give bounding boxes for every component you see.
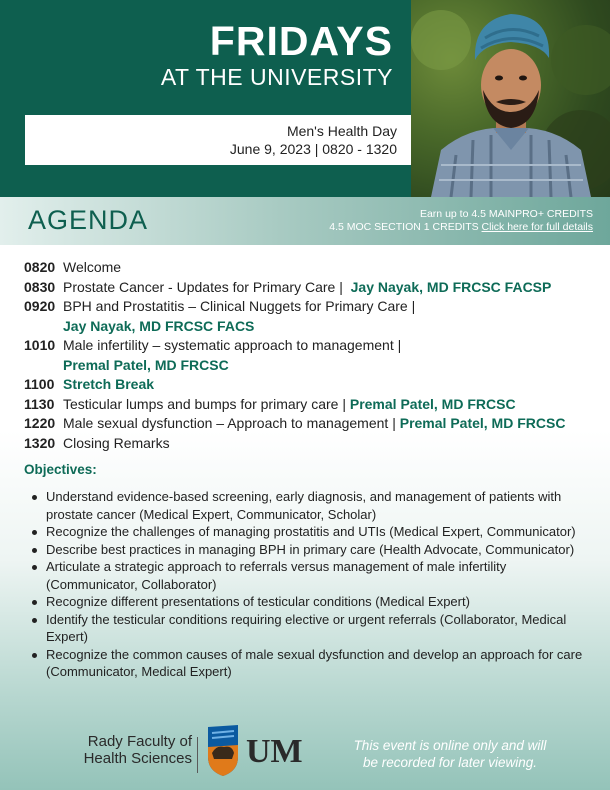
objective-item: Understand evidence-based screening, early diagnosis, and management of patients with prostate cancer (Medical Expert, Communicator, Scholar) [30,488,590,523]
agenda-row [24,336,604,356]
objective-item: Identify the testicular conditions requiring elective or urgent referrals (Collaborator, Medical Expert) [30,611,590,646]
credits-line-1: Earn up to 4.5 MAINPRO+ CREDITS [419,208,593,220]
faculty-name [78,733,192,767]
page-subtitle: AT THE UNIVERSITY [160,64,393,90]
header-banner [0,0,411,197]
agenda-heading: AGENDA [28,205,149,235]
event-name: Men's Health Day [286,123,397,139]
agenda-text: Prostate Cancer - Updates for Primary Care | Jay Nayak, MD FRCSC FACSP [63,278,552,295]
agenda-time: 1010 [24,337,56,353]
page-title: FRIDAYS [209,18,393,64]
speaker-photo [411,0,610,197]
event-date: June 9, 2023 | 0820 - 1320 [229,141,397,157]
university-crest-icon [206,723,240,782]
objective-item: Recognize different presentations of testicular conditions (Medical Expert) [30,593,590,611]
agenda-row [24,414,604,434]
faculty-line-2: Health Sciences [83,750,192,767]
note-line-1: This event is online only and will [353,738,547,753]
agenda-text: Testicular lumps and bumps for primary care | Premal Patel, MD FRCSC [63,395,516,412]
agenda-time: 0920 [24,298,56,314]
agenda-bar [0,197,610,245]
footer-brand [78,733,303,770]
divider [197,737,198,773]
agenda-time: 1130 [24,395,55,412]
agenda-time: 0830 [24,278,56,295]
agenda-text: Welcome [63,259,122,275]
objective-item: Articulate a strategic approach to referrals versus management of male infertility (Communicator, Collaborator) [30,558,590,593]
agenda-break: Stretch Break [63,376,155,392]
agenda-speaker-row [24,317,604,337]
details-link[interactable]: Click here for full details [481,221,593,233]
credits-info [329,208,593,234]
note-line-2: be recorded for later viewing. [362,755,538,770]
objective-item: Recognize the common causes of male sexual dysfunction and develop an approach for care (Communicator, Medical Expert) [30,646,590,681]
agenda-row [24,375,604,395]
agenda-speaker: Jay Nayak, MD FRCSC FACSP [350,278,552,295]
agenda-row [24,278,604,298]
objectives-list [30,488,590,681]
agenda-speaker: Premal Patel, MD FRCSC [63,356,229,373]
agenda-speaker: Premal Patel, MD FRCSC [399,415,566,431]
um-logo: UM [246,733,303,770]
agenda-time: 1220 [24,415,56,431]
credits-line-2 [329,221,593,234]
objective-item: Describe best practices in managing BPH in primary care (Health Advocate, Communicator) [30,541,590,559]
agenda-text: Closing Remarks [63,434,170,451]
agenda-row [24,395,604,415]
agenda-text: BPH and Prostatitis – Clinical Nuggets for Primary Care | [63,298,416,314]
event-info-box [25,115,411,165]
recording-note [330,737,570,771]
agenda-time: 0820 [24,259,56,275]
agenda-row [24,434,604,454]
agenda-time: 1320 [24,434,56,451]
agenda-speaker: Premal Patel, MD FRCSC [349,395,516,412]
agenda-list [24,258,604,453]
agenda-speaker: Jay Nayak, MD FRCSC FACS [63,317,255,334]
agenda-text: Male sexual dysfunction – Approach to management | Premal Patel, MD FRCSC [63,415,566,431]
faculty-line-1: Rady Faculty of [87,733,192,750]
objective-item: Recognize the challenges of managing prostatitis and UTIs (Medical Expert, Communicator) [30,523,590,541]
agenda-time: 1100 [24,376,55,392]
agenda-row [24,258,604,278]
objectives-heading: Objectives: [24,462,97,477]
agenda-text: Male infertility – systematic approach to management | [63,337,402,353]
agenda-row [24,297,604,317]
agenda-speaker-row [24,356,604,376]
credits-line-2-text: 4.5 MOC SECTION 1 CREDITS [329,221,479,233]
